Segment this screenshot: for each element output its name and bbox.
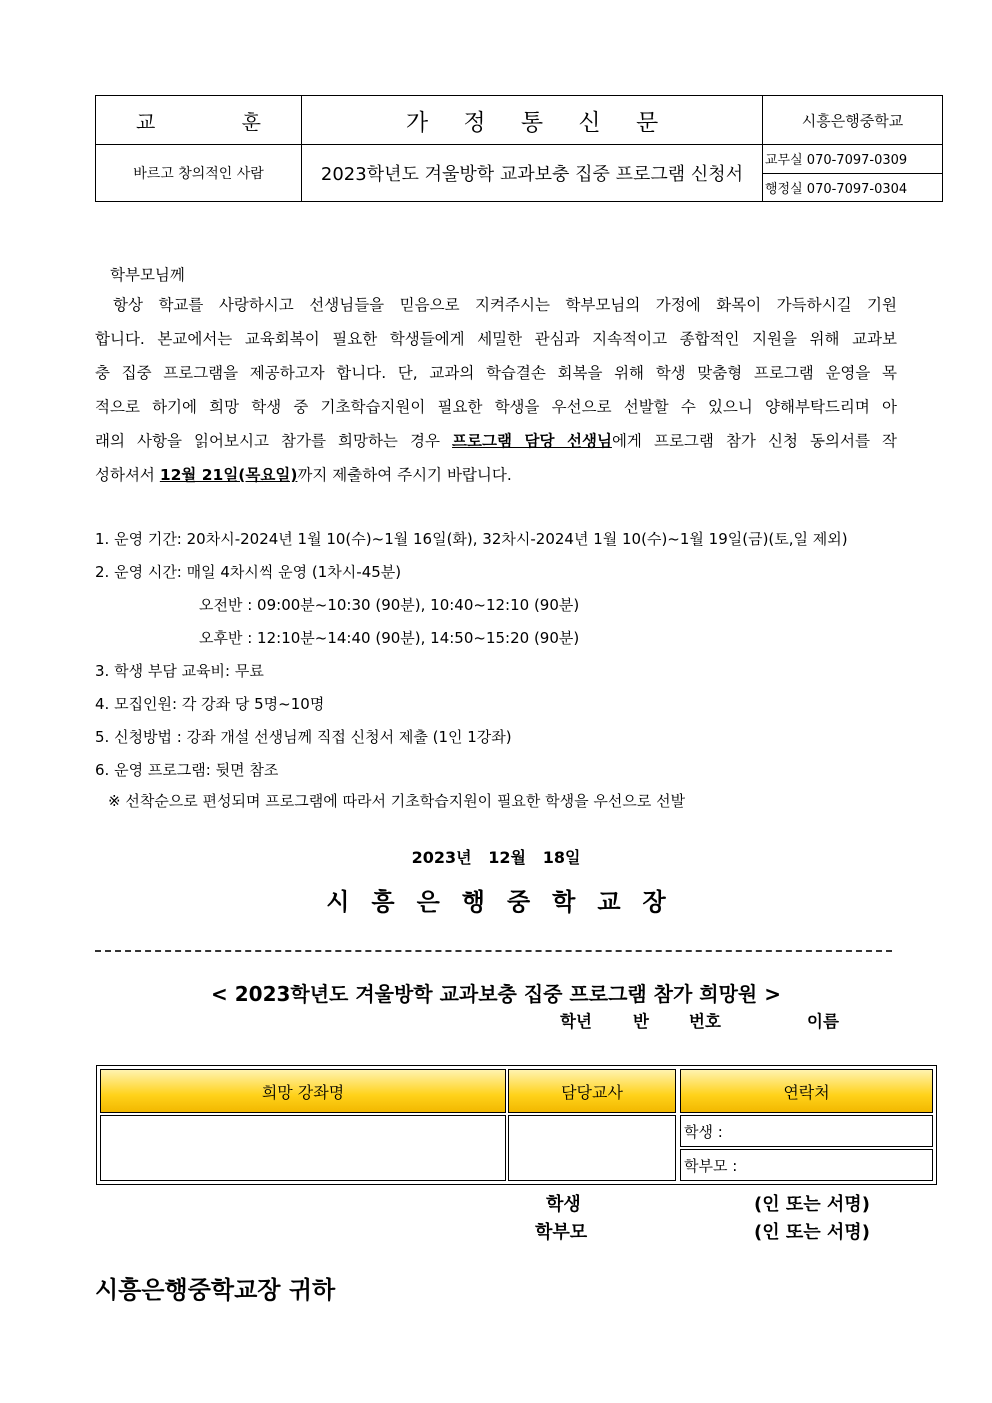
list-item: 6. 운영 프로그램: 뒷면 참조: [95, 761, 279, 779]
letter-line: [95, 458, 897, 492]
list-item: 1. 운영 기간: 20차시-2024년 1월 10(수)~1월 16일(화), 32차시-2024년 1월 10(수)~1월 19일(금)(토,일 제외): [95, 530, 848, 548]
program-teacher-emphasis: 프로그램 담당 선생님: [452, 432, 612, 450]
name-label: 이름: [807, 1012, 839, 1031]
class-label: 반: [633, 1012, 649, 1031]
course-input-cell[interactable]: [100, 1115, 506, 1181]
list-item: 오후반 : 12:10분~14:40 (90분), 14:50~15:20 (90분): [199, 629, 580, 647]
letter-line: [95, 424, 897, 458]
phone-faculty: 교무실 070-7097-0309: [763, 145, 943, 174]
student-sign-field[interactable]: (인 또는 서명): [754, 1194, 870, 1215]
letter-line: 적으로 하기에 희망 학생 중 기초학습지원이 필요한 학생을 우선으로 선발할 수 있으니 양해부탁드리며 아: [95, 398, 897, 416]
list-item: 4. 모집인원: 각 강좌 당 5명~10명: [95, 695, 325, 713]
teacher-input-cell[interactable]: [508, 1115, 676, 1181]
deadline-emphasis: 12월 21일(목요일): [159, 466, 298, 484]
document-title: 2023학년도 겨울방학 교과보충 집중 프로그램 신청서: [302, 145, 763, 202]
school-motto: 바르고 창의적인 사람: [96, 145, 302, 202]
greeting: 학부모님께: [110, 266, 185, 284]
list-item: 5. 신청방법 : 강좌 개설 선생님께 직접 신청서 제출 (1인 1강좌): [95, 728, 512, 746]
motto-label: 교 훈: [96, 96, 302, 145]
grade-label: 학년: [560, 1012, 592, 1031]
info-list: [95, 523, 848, 815]
letter-text: 까지 제출하여 주시기 바랍니다.: [297, 466, 512, 484]
letter-line: 충 집중 프로그램을 제공하고자 합니다. 단, 교과의 학습결손 회복을 위해 학생 맞춤형 프로그램 운영을 목: [95, 364, 897, 382]
list-item: 오전반 : 09:00분~10:30 (90분), 10:40~12:10 (90분): [199, 596, 580, 614]
school-name: 시흥은행중학교: [763, 96, 943, 145]
letter-body: [95, 288, 897, 492]
list-item: 2. 운영 시간: 매일 4차시씩 운영 (1차시-45분): [95, 563, 402, 581]
student-sign-label: 학생: [546, 1194, 581, 1215]
letter-text: 에게 프로그램 참가 신청 동의서를 작: [611, 432, 897, 450]
letter-text: 성하셔서: [95, 466, 160, 484]
letter-line: 항상 학교를 사랑하시고 선생님들을 믿음으로 지켜주시는 학부모님의 가정에 화목이 가득하시길 기원: [113, 296, 897, 314]
list-item: 3. 학생 부담 교육비: 무료: [95, 662, 264, 680]
letter-text: 래의 사항을 읽어보시고 참가를 희망하는 경우: [95, 432, 453, 450]
principal-signature: 시흥은행중학교장: [326, 888, 688, 916]
letter-line: 합니다. 본교에서는 교육회복이 필요한 학생들에게 세밀한 관심과 지속적이고 종합적인 지원을 위해 교과보: [95, 330, 897, 348]
list-note: ※ 선착순으로 편성되며 프로그램에 따라서 기초학습지원이 필요한 학생을 우선으로 선발: [108, 792, 686, 810]
addressee: 시흥은행중학교장 귀하: [95, 1276, 336, 1304]
student-contact-field[interactable]: 학생 :: [680, 1115, 933, 1147]
doc-type-title: 가 정 통 신 문: [302, 96, 763, 145]
parent-contact-field[interactable]: 학부모 :: [680, 1149, 933, 1181]
form-title: < 2023학년도 겨울방학 교과보충 집중 프로그램 참가 희망원 >: [211, 982, 781, 1006]
application-table: [96, 1065, 937, 1185]
teacher-header: 담당교사: [508, 1069, 676, 1113]
cut-line-divider: [95, 950, 892, 952]
contact-header: 연락처: [680, 1069, 933, 1113]
course-header: 희망 강좌명: [100, 1069, 506, 1113]
number-label: 번호: [689, 1012, 721, 1031]
header-table: [95, 95, 943, 202]
phone-admin: 행정실 070-7097-0304: [763, 173, 943, 202]
issue-date: 2023년 12월 18일: [411, 848, 581, 867]
parent-sign-label: 학부모: [535, 1222, 588, 1243]
parent-sign-field[interactable]: (인 또는 서명): [754, 1222, 870, 1243]
